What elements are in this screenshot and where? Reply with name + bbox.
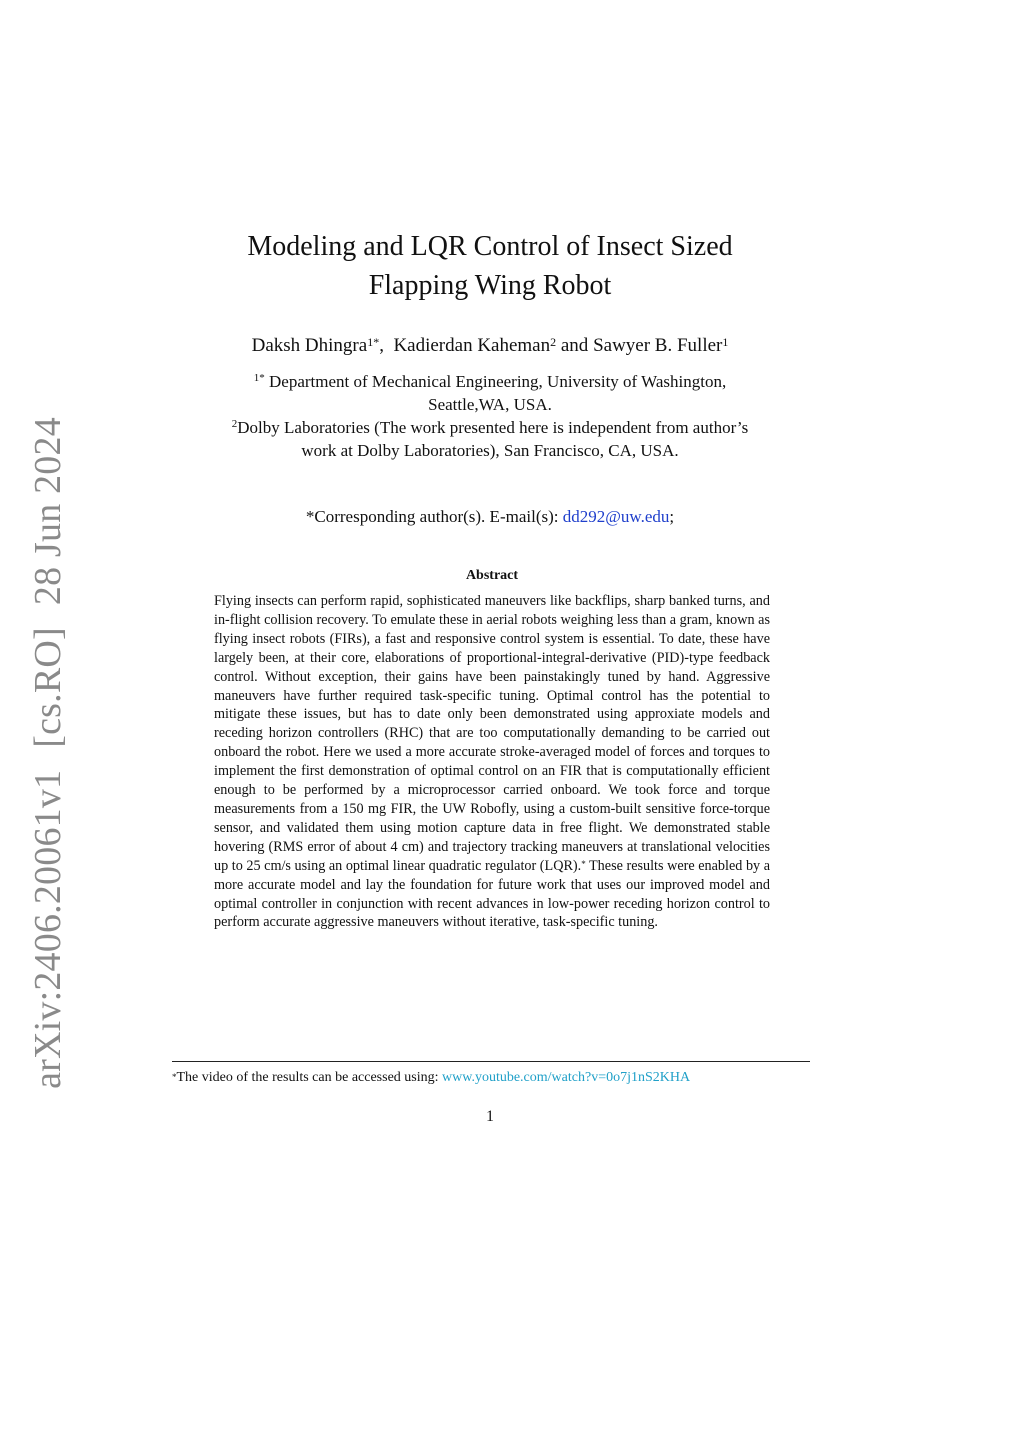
abstract-body: [214, 592, 770, 932]
author-2-mark: 2: [550, 335, 557, 349]
corresponding-email-link[interactable]: dd292@uw.edu: [562, 507, 670, 526]
author-1: Daksh Dhingra: [251, 335, 368, 356]
author-1-mark: 1*: [367, 335, 380, 349]
abstract-text-part-2: These results were enabled by a more accurate model and lay the foundation for future work that uses our improved model and optimal controller in conjunction with recent advances in low-power receding horizon control to perform accurate aggressive maneuvers without iterative, task-specific tuning.: [214, 857, 771, 931]
footnote-video-link[interactable]: www.youtube.com/watch?v=0o7j1nS2KHA: [442, 1070, 691, 1085]
author-3-mark: 1: [722, 335, 729, 349]
arxiv-stamp: [26, 417, 70, 1089]
abstract-text-part-1: Flying insects can perform rapid, sophisticated maneuvers like backflips, sharp banked turns, and in-flight collision recovery. To emulate these in aerial robots weighing less than a gram, known as flying insect robots (FIRs), a fast and responsive control system is essential. To date, these have largely been, at their core, elaborations of proportional-integral-derivative (PID)-type feedback control. Without exception, their gains have been painstakingly tuned by hand. Aggressive maneuvers have further required task-specific tuning. Optimal control has the potential to mitigate these issues, but has to date only been demonstrated using approxiate models and receding horizon controllers (RHC) that are too computationally demanding to be carried out onboard the robot. Here we used a more accurate stroke-averaged model of forces and torques to implement the first demonstration of optimal control on an FIR that is computationally efficient enough to be performed by a microprocessor carried onboard. We took force and torque measurements from a 150 mg FIR, the UW Robofly, using a custom-built sensitive force-torque sensor, and validated them using motion capture data in free flight. We demonstrated stable hovering (RMS error of about 4 cm) and trajectory tracking maneuvers at translational velocities up to 25 cm/s using an optimal linear quadratic regulator (LQR).: [214, 593, 770, 874]
corresponding-prefix: *Corresponding author(s). E-mail(s):: [305, 507, 559, 526]
paper-title: [180, 227, 800, 305]
corresponding-suffix: ;: [669, 507, 675, 526]
affiliation-1-line-2: Seattle,WA, USA.: [428, 395, 552, 414]
affiliation-1-mark: 1*: [253, 372, 265, 384]
affiliation-2-line-2: work at Dolby Laboratories), San Francisco, CA, USA.: [301, 441, 679, 460]
affiliation-1-line-1: Department of Mechanical Engineering, University of Washington,: [269, 372, 727, 391]
affiliation-2-line-1: Dolby Laboratories (The work presented here is independent from author’s: [237, 418, 749, 437]
arxiv-id: arXiv:2406.20061v1: [27, 769, 69, 1089]
affiliation-2: [140, 416, 840, 462]
author-3: Sawyer B. Fuller: [593, 335, 723, 356]
title-line-1: Modeling and LQR Control of Insect Sized: [247, 231, 733, 262]
author-2: Kadierdan Kaheman: [393, 335, 551, 356]
author-list: Daksh Dhingra$^{1*}$, Kadierdan Kaheman$^2$ and Sawyer B. Fuller$^1$: [251, 335, 729, 356]
footnote-divider: [172, 1061, 810, 1062]
affiliation-1: [140, 370, 840, 416]
abstract-heading: Abstract: [465, 568, 519, 583]
footnote-text: The video of the results can be accessed using:: [176, 1070, 439, 1085]
arxiv-category: [cs.RO]: [27, 627, 69, 748]
affiliation-2-mark: 2: [231, 418, 238, 430]
title-line-2: Flapping Wing Robot: [368, 270, 612, 301]
abstract-footnote-mark[interactable]: *: [581, 858, 586, 869]
footnote: [172, 1069, 812, 1087]
footnote-mark: *: [172, 1072, 177, 1082]
author-conjunction: and: [560, 335, 589, 356]
arxiv-date: 28 Jun 2024: [27, 417, 69, 606]
page-number: 1: [486, 1108, 494, 1125]
corresponding-author: [140, 506, 840, 528]
